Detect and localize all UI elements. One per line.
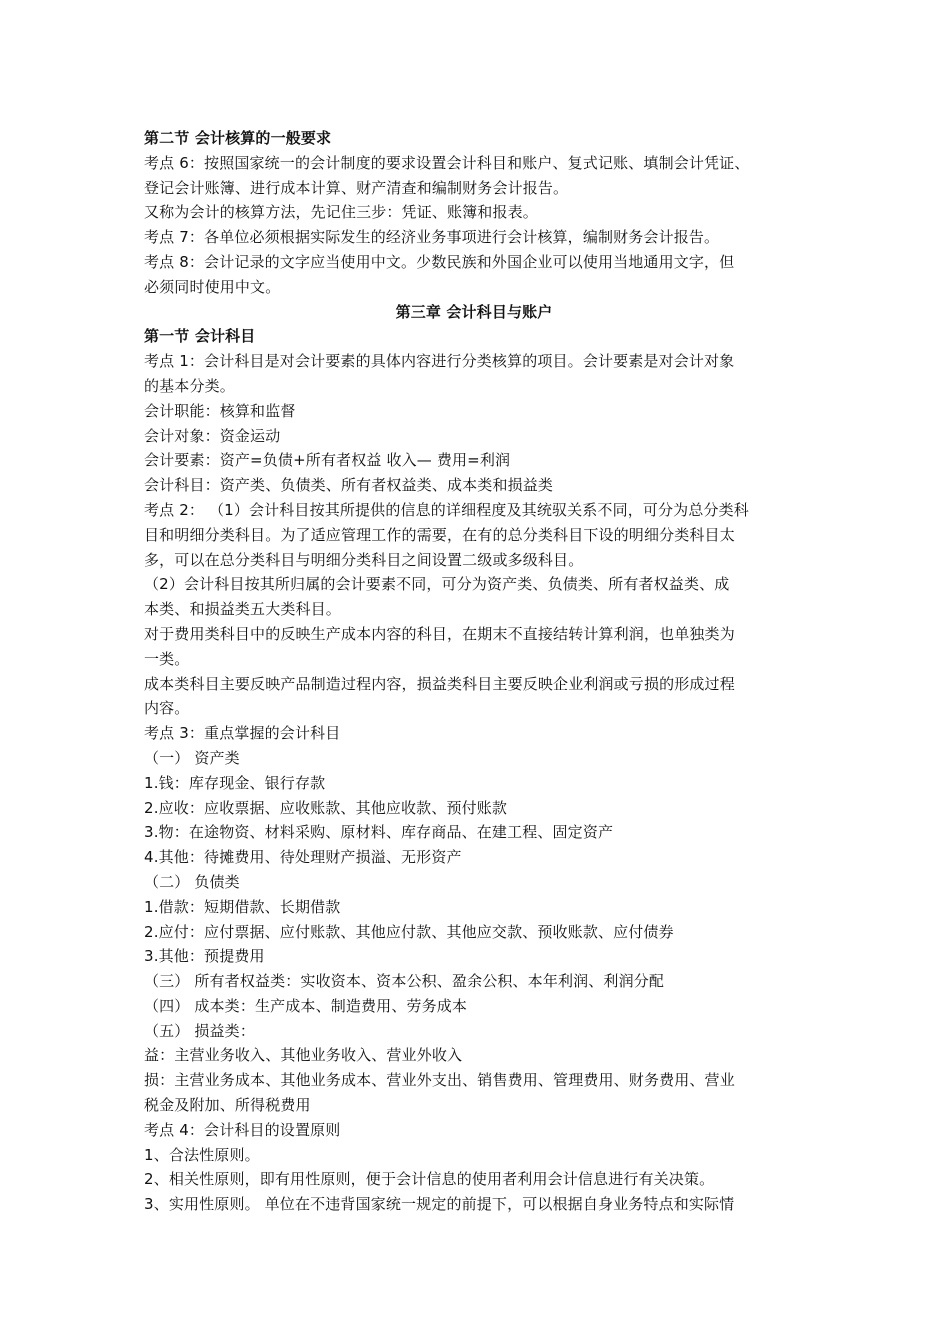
text-line: 3.其他：预提费用 (144, 947, 265, 966)
text-line: 2.应付：应付票据、应付账款、其他应付款、其他应交款、预收账款、应付债券 (144, 922, 674, 941)
text-line: 又称为会计的核算方法，先记住三步：凭证、账簿和报表。 (144, 203, 538, 222)
text-line: 多，可以在总分类科目与明细分类科目之间设置二级或多级科目。 (144, 550, 584, 569)
text-line: 目和明细分类科目。为了适应管理工作的需要，在有的总分类科目下设的明细分类科目太 (144, 525, 735, 544)
text-line: （一） 资产类 (144, 748, 240, 767)
text-line: 1、合法性原则。 (144, 1145, 260, 1164)
text-line: 会计对象：资金运动 (144, 426, 281, 445)
text-line: 考点 2： （1）会计科目按其所提供的信息的详细程度及其统驭关系不同，可分为总分类科 (144, 500, 749, 519)
text-line: 税金及附加、所得税费用 (144, 1096, 311, 1115)
text-line: 1.借款：短期借款、长期借款 (144, 897, 341, 916)
text-line: （三） 所有者权益类：实收资本、资本公积、盈余公积、本年利润、利润分配 (144, 972, 665, 991)
text-line: 考点 8：会计记录的文字应当使用中文。少数民族和外国企业可以使用当地通用文字，但 (144, 252, 735, 271)
text-line: 损：主营业务成本、其他业务成本、营业外支出、销售费用、管理费用、财务费用、营业 (144, 1071, 735, 1090)
text-line: 会计职能：核算和监督 (144, 401, 296, 420)
text-line: 会计要素：资产=负债+所有者权益 收入— 费用=利润 (144, 451, 511, 470)
text-line: 3.物：在途物资、材料采购、原材料、库存商品、在建工程、固定资产 (144, 823, 614, 842)
text-line: 必须同时使用中文。 (144, 277, 281, 296)
text-line: 内容。 (144, 699, 190, 718)
text-line: 考点 1：会计科目是对会计要素的具体内容进行分类核算的项目。会计要素是对会计对象 (144, 352, 735, 371)
text-line: 本类、和损益类五大类科目。 (144, 600, 341, 619)
section-heading: 第一节 会计科目 (144, 327, 256, 346)
text-line: 2、相关性原则，即有用性原则，便于会计信息的使用者利用会计信息进行有关决策。 (144, 1170, 715, 1189)
text-line: 一类。 (144, 649, 190, 668)
document-page (144, 126, 824, 1217)
text-line: 成本类科目主要反映产品制造过程内容，损益类科目主要反映企业利润或亏损的形成过程 (144, 674, 735, 693)
text-line: 的基本分类。 (144, 376, 235, 395)
text-line: 对于费用类科目中的反映生产成本内容的科目，在期末不直接结转计算利润，也单独类为 (144, 624, 735, 643)
text-line: 考点 7：各单位必须根据实际发生的经济业务事项进行会计核算，编制财务会计报告。 (144, 228, 720, 247)
text-line: （五） 损益类： (144, 1021, 255, 1040)
text-line: （四） 成本类：生产成本、制造费用、劳务成本 (144, 996, 468, 1015)
chapter-title: 第三章 会计科目与账户 (395, 302, 553, 321)
text-line: （2）会计科目按其所归属的会计要素不同，可分为资产类、负债类、所有者权益类、成 (144, 575, 730, 594)
text-line: 4.其他：待摊费用、待处理财产损溢、无形资产 (144, 848, 462, 867)
text-line: 考点 6：按照国家统一的会计制度的要求设置会计科目和账户、复式记账、填制会计凭证、 (144, 153, 750, 172)
text-line: 益：主营业务收入、其他业务收入、营业外收入 (144, 1046, 463, 1065)
text-line: 登记会计账簿、进行成本计算、财产清查和编制财务会计报告。 (144, 178, 569, 197)
text-line: 3、实用性原则。 单位在不违背国家统一规定的前提下，可以根据自身业务特点和实际情 (144, 1195, 735, 1214)
section-heading: 第二节 会计核算的一般要求 (144, 129, 332, 147)
text-line: 2.应收：应收票据、应收账款、其他应收款、预付账款 (144, 798, 508, 817)
text-line: 考点 3：重点掌握的会计科目 (144, 724, 341, 743)
text-line: 考点 4：会计科目的设置原则 (144, 1120, 341, 1139)
text-line: （二） 负债类 (144, 872, 240, 891)
text-line: 会计科目：资产类、负债类、所有者权益类、成本类和损益类 (144, 476, 554, 495)
text-line: 1.钱：库存现金、银行存款 (144, 773, 326, 792)
